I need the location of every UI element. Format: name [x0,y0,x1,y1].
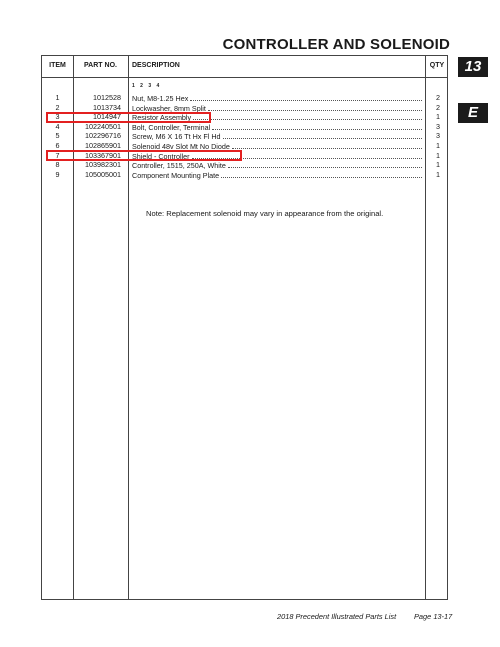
table-row [42,160,447,170]
part-description: Resistor Assembly [132,112,422,123]
replacement-note: Note: Replacement solenoid may vary in appearance from the original. [146,209,384,218]
item-number: 3 [55,112,60,122]
part-description: Component Mounting Plate [132,170,422,181]
part-quantity: 3 [436,131,440,141]
header-item: ITEM [49,62,66,69]
page-title: CONTROLLER AND SOLENOID [222,36,450,53]
item-number: 8 [55,160,60,170]
part-number: 103367901 [85,150,121,160]
parts-table [41,55,448,600]
table-row [42,122,447,132]
item-number: 7 [55,150,60,160]
part-number: 105005001 [85,169,121,179]
item-number: 1 [55,93,60,102]
footer-doc-title: 2018 Precedent Illustrated Parts List [277,612,397,621]
part-description: Solenoid 48v Slot Mt No Diode [132,141,422,152]
item-number: 2 [55,102,60,112]
highlight-box-item-6 [46,150,242,161]
part-quantity: 1 [436,169,440,179]
part-number: 103982301 [85,160,121,170]
part-description: Shield - Controller [132,151,422,162]
section-tab: 13 [458,57,488,77]
part-number: 102296716 [85,131,121,141]
part-number: 1012528 [93,93,121,102]
part-description: Nut, M8-1.25 Hex [132,93,422,104]
part-quantity: 1 [436,141,440,150]
part-description: Controller, 1515, 250A, White [132,160,422,171]
part-quantity: 2 [436,102,440,112]
table-row [42,170,447,180]
highlight-box-item-3 [46,112,211,123]
part-description: Bolt, Controller, Terminal [132,122,422,133]
indent-levels: 1 2 3 4 [132,83,162,89]
part-description: Lockwasher, 8mm Split [132,103,422,114]
item-number: 9 [55,169,60,179]
letter-tab: E [458,103,488,123]
part-quantity: 2 [436,93,440,102]
item-number: 5 [55,131,60,141]
part-quantity: 3 [436,121,440,131]
part-number: 102865901 [85,141,121,150]
table-row [42,131,447,141]
part-number: 1014947 [93,112,121,122]
header-divider [42,77,447,78]
header-qty: QTY [429,62,445,69]
part-quantity: 1 [436,112,440,122]
part-quantity: 1 [436,160,440,170]
part-description: Screw, M6 X 16 Tt Hx Fl Hd [132,131,422,142]
part-number: 102240501 [85,121,121,131]
header-part-no: PART NO. [84,62,117,69]
item-number: 6 [55,141,60,150]
part-number: 1013734 [93,102,121,112]
item-number: 4 [55,121,60,131]
table-row [42,93,447,103]
header-description: DESCRIPTION [132,62,180,69]
part-quantity: 1 [436,150,440,160]
footer-page-number: Page 13-17 [414,612,453,621]
